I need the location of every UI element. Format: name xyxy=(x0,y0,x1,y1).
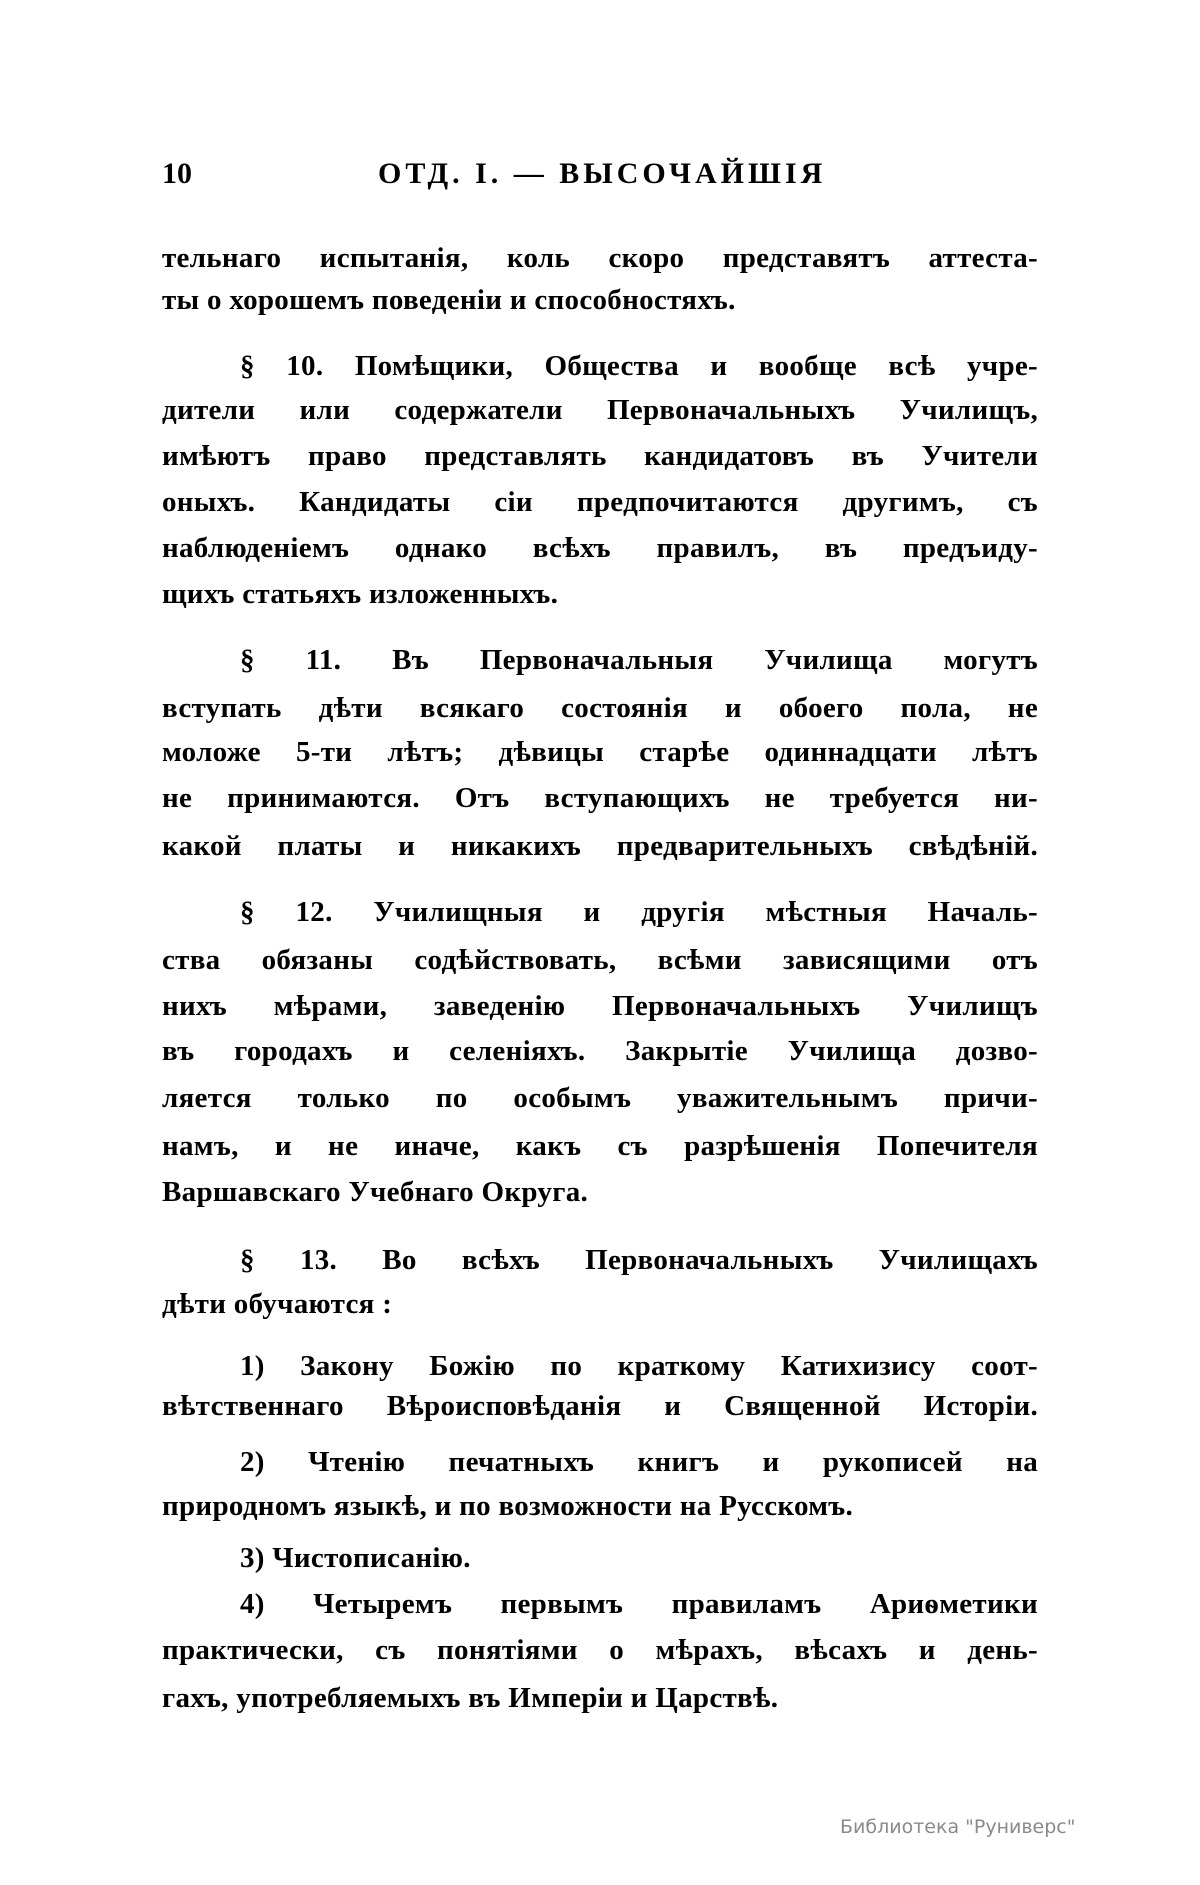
text-line: тельнаго испытанія, коль скоро представятъ аттеста- xyxy=(162,242,1038,274)
text-line: дители или содержатели Первоначальныхъ Училищъ, xyxy=(162,394,1038,426)
text-line: § 11. Въ Первоначальныя Училища могутъ xyxy=(240,644,1038,676)
text-line: ства обязаны содѣйствовать, всѣми зависящими отъ xyxy=(162,944,1038,976)
text-line: Варшавскаго Учебнаго Округа. xyxy=(162,1176,589,1208)
text-line: 2) Чтенію печатныхъ книгъ и рукописей на xyxy=(240,1446,1038,1478)
text-line: оныхъ. Кандидаты сіи предпочитаются другимъ, съ xyxy=(162,486,1038,518)
text-line: 1) Закону Божію по краткому Катихизису соот- xyxy=(240,1350,1038,1382)
text-line: намъ, и не иначе, какъ съ разрѣшенія Попечителя xyxy=(162,1130,1038,1162)
text-line: въ городахъ и селеніяхъ. Закрытіе Училища дозво- xyxy=(162,1035,1038,1067)
text-line: вступать дѣти всякаго состоянія и обоего пола, не xyxy=(162,692,1038,724)
text-line: 3) Чистописанію. xyxy=(240,1542,471,1574)
text-line: практически, съ понятіями о мѣрахъ, вѣсахъ и день- xyxy=(162,1634,1038,1666)
text-line: не принимаются. Отъ вступающихъ не требуется ни- xyxy=(162,782,1038,814)
text-line: гахъ, употребляемыхъ въ Имперіи и Царствѣ. xyxy=(162,1682,779,1714)
text-line: 4) Четыремъ первымъ правиламъ Ариѳметики xyxy=(240,1588,1038,1620)
text-line: ты о хорошемъ поведеніи и способностяхъ. xyxy=(162,284,736,316)
text-line: какой платы и никакихъ предварительныхъ свѣдѣній. xyxy=(162,830,1038,862)
text-line: наблюденіемъ однако всѣхъ правилъ, въ предъиду- xyxy=(162,532,1038,564)
text-line: дѣти обучаются : xyxy=(162,1288,393,1320)
text-line: § 13. Во всѣхъ Первоначальныхъ Училищахъ xyxy=(240,1244,1038,1276)
text-line: § 10. Помѣщики, Общества и вообще всѣ учре- xyxy=(240,350,1038,382)
text-line: природномъ языкѣ, и по возможности на Русскомъ. xyxy=(162,1490,854,1522)
running-head: ОТД. I. — ВЫСОЧАЙШІЯ xyxy=(378,157,827,190)
text-line: вѣтственнаго Вѣроисповѣданія и Священной Исторіи. xyxy=(162,1390,1038,1422)
text-line: щихъ статьяхъ изложенныхъ. xyxy=(162,578,559,610)
text-line: имѣютъ право представлять кандидатовъ въ Учители xyxy=(162,440,1038,472)
text-line: моложе 5-ти лѣтъ; дѣвицы старѣе одиннадцати лѣтъ xyxy=(162,736,1038,768)
library-watermark: Библиотека "Руниверс" xyxy=(840,1816,1076,1838)
page-number: 10 xyxy=(162,157,192,190)
text-line: нихъ мѣрами, заведенію Первоначальныхъ Училищъ xyxy=(162,990,1038,1022)
text-line: § 12. Училищныя и другія мѣстныя Началь- xyxy=(240,896,1038,928)
text-line: ляется только по особымъ уважительнымъ причи- xyxy=(162,1082,1038,1114)
